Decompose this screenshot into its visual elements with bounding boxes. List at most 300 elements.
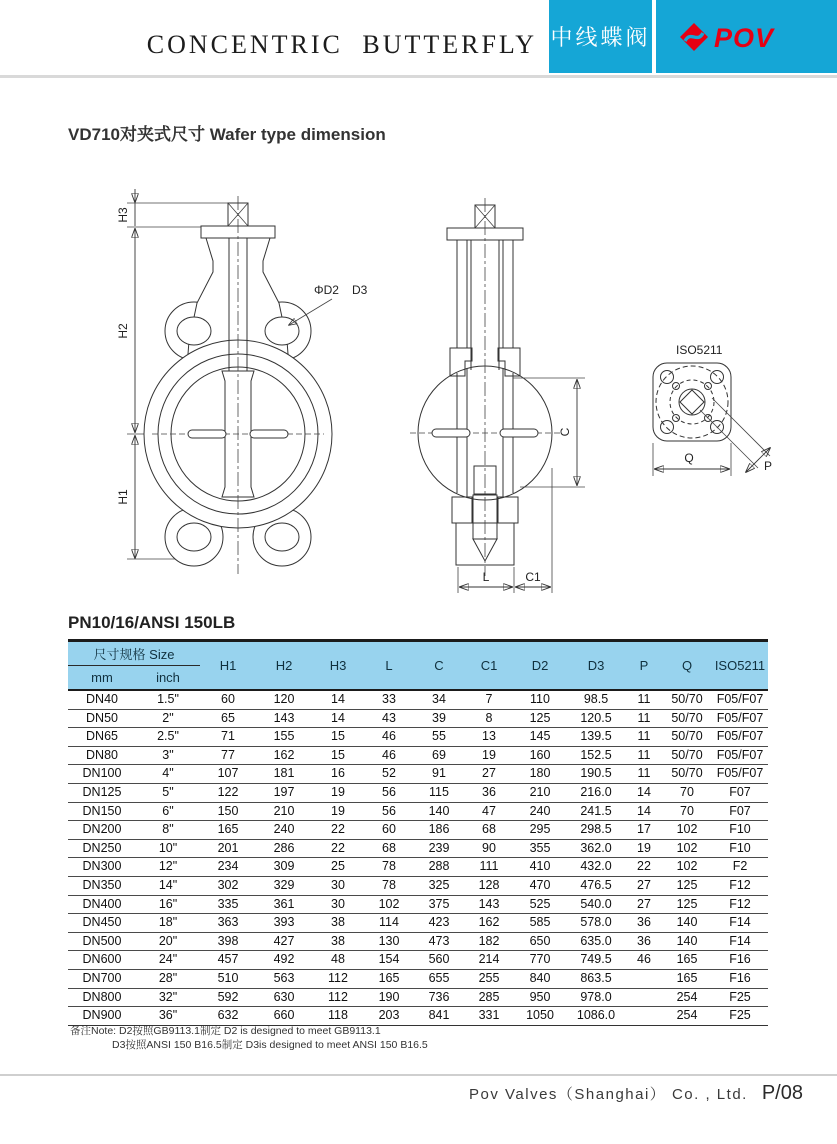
cell: 46 bbox=[364, 728, 414, 747]
brand-banner bbox=[656, 0, 837, 73]
cell: 36 bbox=[626, 914, 662, 933]
cell: 16 bbox=[312, 765, 364, 784]
cell: F14 bbox=[712, 914, 768, 933]
cell: 139.5 bbox=[566, 728, 626, 747]
cell: 6" bbox=[136, 802, 200, 821]
cell: 71 bbox=[200, 728, 256, 747]
dim-label-h3: H3 bbox=[116, 207, 130, 223]
cell: 115 bbox=[414, 783, 464, 802]
cell: 43 bbox=[364, 709, 414, 728]
cell: 28" bbox=[136, 969, 200, 988]
cell: 110 bbox=[514, 690, 566, 709]
cell: 190 bbox=[364, 988, 414, 1007]
cell: 585 bbox=[514, 914, 566, 933]
cell: 331 bbox=[464, 1007, 514, 1026]
cell: 56 bbox=[364, 783, 414, 802]
cell: DN600 bbox=[68, 951, 136, 970]
table-row bbox=[68, 858, 768, 877]
dimension-table bbox=[68, 639, 768, 1026]
cell: 592 bbox=[200, 988, 256, 1007]
table-row bbox=[68, 932, 768, 951]
cell: 427 bbox=[256, 932, 312, 951]
cell: 3" bbox=[136, 746, 200, 765]
cell: 125 bbox=[662, 876, 712, 895]
cell: 525 bbox=[514, 895, 566, 914]
cell: 432.0 bbox=[566, 858, 626, 877]
cell: 78 bbox=[364, 858, 414, 877]
cell: 19 bbox=[312, 783, 364, 802]
cell: 1050 bbox=[514, 1007, 566, 1026]
dim-label-c1: C1 bbox=[525, 570, 541, 584]
title-zh-banner bbox=[549, 0, 652, 73]
cell: DN350 bbox=[68, 876, 136, 895]
cell: 180 bbox=[514, 765, 566, 784]
cell: 560 bbox=[414, 951, 464, 970]
cell: 50/70 bbox=[662, 728, 712, 747]
cell: 140 bbox=[662, 914, 712, 933]
column-header: P bbox=[626, 641, 662, 691]
column-header: D3 bbox=[566, 641, 626, 691]
cell: DN100 bbox=[68, 765, 136, 784]
cell: F10 bbox=[712, 821, 768, 840]
cell: F05/F07 bbox=[712, 709, 768, 728]
cell: F12 bbox=[712, 876, 768, 895]
dim-label-d2: ΦD2 bbox=[314, 283, 339, 297]
dim-label-h2: H2 bbox=[116, 323, 130, 339]
cell: 78 bbox=[364, 876, 414, 895]
cell: 68 bbox=[464, 821, 514, 840]
section-title: VD710对夹式尺寸 Wafer type dimension bbox=[68, 125, 386, 144]
cell: 190.5 bbox=[566, 765, 626, 784]
cell: 355 bbox=[514, 839, 566, 858]
cell: 14 bbox=[312, 709, 364, 728]
cell: 160 bbox=[514, 746, 566, 765]
cell: 361 bbox=[256, 895, 312, 914]
cell: 630 bbox=[256, 988, 312, 1007]
cell: 214 bbox=[464, 951, 514, 970]
cell bbox=[626, 1007, 662, 1026]
cell: 309 bbox=[256, 858, 312, 877]
unit-header-inch: inch bbox=[136, 666, 200, 691]
cell: DN400 bbox=[68, 895, 136, 914]
cell: 48 bbox=[312, 951, 364, 970]
cell: 70 bbox=[662, 783, 712, 802]
cell: 22 bbox=[312, 839, 364, 858]
cell: 510 bbox=[200, 969, 256, 988]
cell: 39 bbox=[414, 709, 464, 728]
cell: DN200 bbox=[68, 821, 136, 840]
cell: 143 bbox=[464, 895, 514, 914]
cell: 375 bbox=[414, 895, 464, 914]
table-row bbox=[68, 969, 768, 988]
cell: 36 bbox=[626, 932, 662, 951]
cell: 11 bbox=[626, 690, 662, 709]
dimension-table-body bbox=[68, 690, 768, 1025]
cell: 660 bbox=[256, 1007, 312, 1026]
cell: 15 bbox=[312, 728, 364, 747]
cell: 186 bbox=[414, 821, 464, 840]
cell: 70 bbox=[662, 802, 712, 821]
cell: 16" bbox=[136, 895, 200, 914]
cell: 112 bbox=[312, 988, 364, 1007]
cell: F05/F07 bbox=[712, 765, 768, 784]
cell bbox=[626, 969, 662, 988]
cell: 112 bbox=[312, 969, 364, 988]
cell: DN80 bbox=[68, 746, 136, 765]
cell: 17 bbox=[626, 821, 662, 840]
dim-label-q: Q bbox=[684, 451, 694, 465]
cell: 288 bbox=[414, 858, 464, 877]
cell: 33 bbox=[364, 690, 414, 709]
cell: 398 bbox=[200, 932, 256, 951]
column-header: H3 bbox=[312, 641, 364, 691]
cell: 50/70 bbox=[662, 765, 712, 784]
technical-drawing bbox=[0, 160, 837, 615]
cell: 363 bbox=[200, 914, 256, 933]
cell: 36" bbox=[136, 1007, 200, 1026]
cell: 120 bbox=[256, 690, 312, 709]
table-row bbox=[68, 895, 768, 914]
cell: 11 bbox=[626, 746, 662, 765]
cell: 69 bbox=[414, 746, 464, 765]
cell: 410 bbox=[514, 858, 566, 877]
cell: 128 bbox=[464, 876, 514, 895]
table-row bbox=[68, 914, 768, 933]
cell: 7 bbox=[464, 690, 514, 709]
cell: 423 bbox=[414, 914, 464, 933]
table-header-row-1 bbox=[68, 641, 768, 666]
table-row bbox=[68, 709, 768, 728]
dim-label-h1: H1 bbox=[116, 489, 130, 505]
table-row bbox=[68, 728, 768, 747]
cell: DN700 bbox=[68, 969, 136, 988]
column-header: H2 bbox=[256, 641, 312, 691]
cell: F12 bbox=[712, 895, 768, 914]
column-header: H1 bbox=[200, 641, 256, 691]
cell: DN65 bbox=[68, 728, 136, 747]
cell: DN50 bbox=[68, 709, 136, 728]
cell: 473 bbox=[414, 932, 464, 951]
cell: F2 bbox=[712, 858, 768, 877]
cell: 165 bbox=[364, 969, 414, 988]
cell: 12" bbox=[136, 858, 200, 877]
table-row bbox=[68, 690, 768, 709]
cell: DN500 bbox=[68, 932, 136, 951]
cell: 393 bbox=[256, 914, 312, 933]
cell: 60 bbox=[200, 690, 256, 709]
table-row bbox=[68, 783, 768, 802]
cell: 298.5 bbox=[566, 821, 626, 840]
cell: 841 bbox=[414, 1007, 464, 1026]
cell: 118 bbox=[312, 1007, 364, 1026]
cell: DN40 bbox=[68, 690, 136, 709]
cell: 362.0 bbox=[566, 839, 626, 858]
cell: 34 bbox=[414, 690, 464, 709]
cell: 162 bbox=[256, 746, 312, 765]
cell: F14 bbox=[712, 932, 768, 951]
cell: 52 bbox=[364, 765, 414, 784]
cell: 165 bbox=[200, 821, 256, 840]
page-title: CONCENTRIC BUTTERFLY bbox=[146, 30, 537, 59]
cell: 47 bbox=[464, 802, 514, 821]
cell: F05/F07 bbox=[712, 690, 768, 709]
cell: 950 bbox=[514, 988, 566, 1007]
cell: 286 bbox=[256, 839, 312, 858]
iso5211-label: ISO5211 bbox=[676, 343, 723, 357]
cell: 102 bbox=[662, 821, 712, 840]
cell: 563 bbox=[256, 969, 312, 988]
cell: 46 bbox=[626, 951, 662, 970]
cell: DN450 bbox=[68, 914, 136, 933]
cell: 165 bbox=[662, 951, 712, 970]
cell: F25 bbox=[712, 988, 768, 1007]
cell: 632 bbox=[200, 1007, 256, 1026]
cell: 18" bbox=[136, 914, 200, 933]
cell: 22 bbox=[626, 858, 662, 877]
dim-label-p: P bbox=[764, 459, 773, 473]
cell: 143 bbox=[256, 709, 312, 728]
table-row bbox=[68, 876, 768, 895]
cell: 476.5 bbox=[566, 876, 626, 895]
cell: F10 bbox=[712, 839, 768, 858]
cell: 130 bbox=[364, 932, 414, 951]
front-view bbox=[116, 189, 368, 574]
cell: DN300 bbox=[68, 858, 136, 877]
cell: F07 bbox=[712, 802, 768, 821]
cell: 122 bbox=[200, 783, 256, 802]
cell: 14" bbox=[136, 876, 200, 895]
cell: 770 bbox=[514, 951, 566, 970]
cell: 8" bbox=[136, 821, 200, 840]
cell: 120.5 bbox=[566, 709, 626, 728]
cell: 325 bbox=[414, 876, 464, 895]
iso5211-view bbox=[653, 343, 772, 476]
company-name: Pov Valves（Shanghai） Co. , Ltd. bbox=[468, 1086, 748, 1103]
cell: 1.5" bbox=[136, 690, 200, 709]
cell: 56 bbox=[364, 802, 414, 821]
cell: 102 bbox=[662, 839, 712, 858]
size-group-header: 尺寸规格 Size bbox=[68, 641, 200, 666]
cell: 863.5 bbox=[566, 969, 626, 988]
cell: 19 bbox=[464, 746, 514, 765]
cell: 14 bbox=[312, 690, 364, 709]
cell: 102 bbox=[364, 895, 414, 914]
cell: 578.0 bbox=[566, 914, 626, 933]
cell: 50/70 bbox=[662, 709, 712, 728]
cell: DN900 bbox=[68, 1007, 136, 1026]
side-view bbox=[410, 198, 585, 593]
cell: 25 bbox=[312, 858, 364, 877]
note-line-1: 备注Note: D2按照GB9113.1制定 D2 is designed to meet GB9113.1 bbox=[70, 1025, 381, 1037]
table-row bbox=[68, 765, 768, 784]
cell: 240 bbox=[256, 821, 312, 840]
cell: F05/F07 bbox=[712, 746, 768, 765]
cell: DN125 bbox=[68, 783, 136, 802]
cell: 125 bbox=[662, 895, 712, 914]
cell: 154 bbox=[364, 951, 414, 970]
cell: 216.0 bbox=[566, 783, 626, 802]
cell: 91 bbox=[414, 765, 464, 784]
cell: 145 bbox=[514, 728, 566, 747]
cell: 241.5 bbox=[566, 802, 626, 821]
cell: 736 bbox=[414, 988, 464, 1007]
cell: 15 bbox=[312, 746, 364, 765]
column-header: D2 bbox=[514, 641, 566, 691]
cell: 90 bbox=[464, 839, 514, 858]
cell: 114 bbox=[364, 914, 414, 933]
cell: 11 bbox=[626, 728, 662, 747]
cell: 197 bbox=[256, 783, 312, 802]
table-row bbox=[68, 802, 768, 821]
cell: 457 bbox=[200, 951, 256, 970]
cell: 125 bbox=[514, 709, 566, 728]
cell: 540.0 bbox=[566, 895, 626, 914]
table-row bbox=[68, 988, 768, 1007]
cell: 27 bbox=[626, 895, 662, 914]
cell: 239 bbox=[414, 839, 464, 858]
cell: 749.5 bbox=[566, 951, 626, 970]
cell: 650 bbox=[514, 932, 566, 951]
pov-logo-icon bbox=[680, 23, 708, 51]
table-row bbox=[68, 821, 768, 840]
cell: 302 bbox=[200, 876, 256, 895]
cell: 55 bbox=[414, 728, 464, 747]
pressure-class-title: PN10/16/ANSI 150LB bbox=[68, 613, 236, 632]
cell: 27 bbox=[464, 765, 514, 784]
table-row bbox=[68, 951, 768, 970]
cell: 840 bbox=[514, 969, 566, 988]
table-row bbox=[68, 1007, 768, 1026]
cell: F05/F07 bbox=[712, 728, 768, 747]
pov-logo-text: POV bbox=[713, 22, 774, 53]
cell: 65 bbox=[200, 709, 256, 728]
cell: 77 bbox=[200, 746, 256, 765]
table-row bbox=[68, 839, 768, 858]
cell: 5" bbox=[136, 783, 200, 802]
cell: 254 bbox=[662, 988, 712, 1007]
cell: 978.0 bbox=[566, 988, 626, 1007]
cell: 8 bbox=[464, 709, 514, 728]
cell: 102 bbox=[662, 858, 712, 877]
cell: 107 bbox=[200, 765, 256, 784]
cell: 22 bbox=[312, 821, 364, 840]
cell: DN150 bbox=[68, 802, 136, 821]
cell: 150 bbox=[200, 802, 256, 821]
column-header: Q bbox=[662, 641, 712, 691]
cell: 255 bbox=[464, 969, 514, 988]
cell: 295 bbox=[514, 821, 566, 840]
column-header: C1 bbox=[464, 641, 514, 691]
cell: 203 bbox=[364, 1007, 414, 1026]
pov-logo bbox=[672, 15, 822, 59]
cell: 152.5 bbox=[566, 746, 626, 765]
cell: 46 bbox=[364, 746, 414, 765]
cell: 11 bbox=[626, 709, 662, 728]
dim-label-l: L bbox=[482, 570, 490, 584]
cell: 234 bbox=[200, 858, 256, 877]
cell: DN800 bbox=[68, 988, 136, 1007]
cell: 38 bbox=[312, 914, 364, 933]
cell: 14 bbox=[626, 802, 662, 821]
dim-label-c: C bbox=[558, 427, 572, 437]
cell: F07 bbox=[712, 783, 768, 802]
cell: 4" bbox=[136, 765, 200, 784]
cell: 240 bbox=[514, 802, 566, 821]
column-header: L bbox=[364, 641, 414, 691]
cell: 254 bbox=[662, 1007, 712, 1026]
cell: 182 bbox=[464, 932, 514, 951]
cell: 36 bbox=[464, 783, 514, 802]
cell: 50/70 bbox=[662, 746, 712, 765]
cell: 165 bbox=[662, 969, 712, 988]
cell: F25 bbox=[712, 1007, 768, 1026]
note-line-2: D3按照ANSI 150 B16.5制定 D3is designed to meet ANSI 150 B16.5 bbox=[112, 1039, 428, 1051]
dim-label-d3: D3 bbox=[352, 283, 368, 297]
cell: F16 bbox=[712, 969, 768, 988]
header-divider bbox=[0, 75, 837, 78]
cell: 30 bbox=[312, 895, 364, 914]
cell: 24" bbox=[136, 951, 200, 970]
footer-divider bbox=[0, 1074, 837, 1076]
cell: 210 bbox=[514, 783, 566, 802]
cell: 285 bbox=[464, 988, 514, 1007]
cell: 635.0 bbox=[566, 932, 626, 951]
cell: 11 bbox=[626, 765, 662, 784]
cell: 98.5 bbox=[566, 690, 626, 709]
cell: 111 bbox=[464, 858, 514, 877]
cell: 32" bbox=[136, 988, 200, 1007]
unit-header-mm: mm bbox=[68, 666, 136, 691]
cell: 13 bbox=[464, 728, 514, 747]
cell: 210 bbox=[256, 802, 312, 821]
cell: 2.5" bbox=[136, 728, 200, 747]
cell: 155 bbox=[256, 728, 312, 747]
cell: 30 bbox=[312, 876, 364, 895]
cell: 68 bbox=[364, 839, 414, 858]
cell: 492 bbox=[256, 951, 312, 970]
cell: 140 bbox=[414, 802, 464, 821]
cell: 19 bbox=[626, 839, 662, 858]
cell: 20" bbox=[136, 932, 200, 951]
cell: F16 bbox=[712, 951, 768, 970]
page-title-zh: 中线蝶阀 bbox=[550, 25, 651, 50]
cell: 181 bbox=[256, 765, 312, 784]
cell: 2" bbox=[136, 709, 200, 728]
page-number: P/08 bbox=[761, 1082, 803, 1104]
cell: 201 bbox=[200, 839, 256, 858]
cell bbox=[626, 988, 662, 1007]
cell: 10" bbox=[136, 839, 200, 858]
cell: 60 bbox=[364, 821, 414, 840]
cell: 655 bbox=[414, 969, 464, 988]
footer bbox=[469, 1082, 803, 1105]
cell: 19 bbox=[312, 802, 364, 821]
cell: 335 bbox=[200, 895, 256, 914]
column-header: C bbox=[414, 641, 464, 691]
cell: 27 bbox=[626, 876, 662, 895]
cell: 50/70 bbox=[662, 690, 712, 709]
table-row bbox=[68, 746, 768, 765]
cell: 14 bbox=[626, 783, 662, 802]
table-notes bbox=[70, 1024, 428, 1052]
cell: 162 bbox=[464, 914, 514, 933]
cell: 329 bbox=[256, 876, 312, 895]
cell: 140 bbox=[662, 932, 712, 951]
cell: 1086.0 bbox=[566, 1007, 626, 1026]
cell: 38 bbox=[312, 932, 364, 951]
cell: 470 bbox=[514, 876, 566, 895]
cell: DN250 bbox=[68, 839, 136, 858]
